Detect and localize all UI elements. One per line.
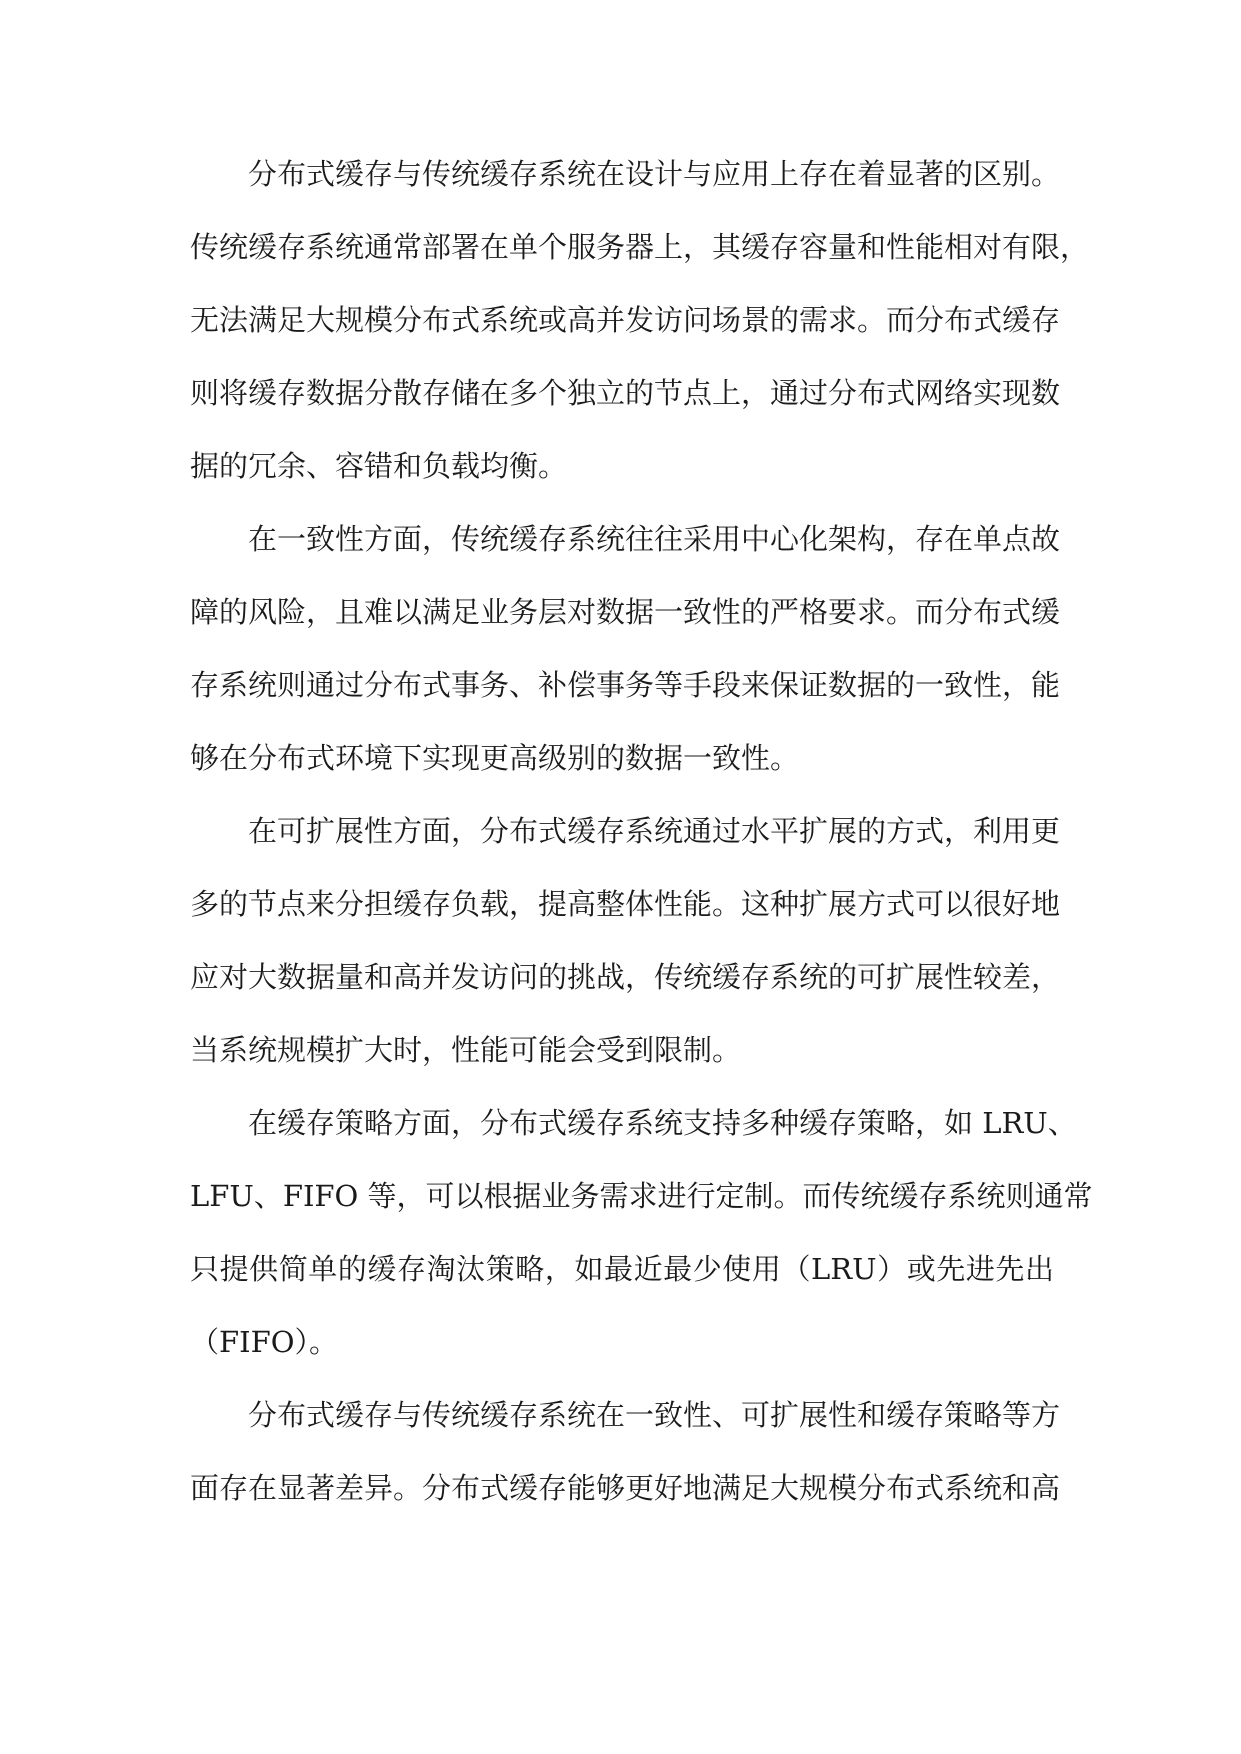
paragraph-line: 无法满足大规模分布式系统或高并发访问场景的需求。而分布式缓存	[190, 303, 1061, 337]
paragraph-line: 分布式缓存与传统缓存系统在一致性、可扩展性和缓存策略等方	[248, 1398, 1061, 1432]
paragraph-line: LFU、FIFO 等，可以根据业务需求进行定制。而传统缓存系统则通常	[190, 1179, 1093, 1213]
paragraph-4	[190, 1087, 1093, 1379]
paragraph-line: 够在分布式环境下实现更高级别的数据一致性。	[190, 741, 800, 775]
paragraph-line: 传统缓存系统通常部署在单个服务器上，其缓存容量和性能相对有限，	[190, 230, 1090, 264]
paragraph-5	[190, 1379, 1061, 1525]
paragraph-line: 当系统规模扩大时，性能可能会受到限制。	[190, 1033, 742, 1067]
paragraph-2	[190, 503, 1061, 795]
paragraph-line: 障的风险，且难以满足业务层对数据一致性的严格要求。而分布式缓	[190, 595, 1061, 629]
paragraph-line: 面存在显著差异。分布式缓存能够更好地满足大规模分布式系统和高	[190, 1471, 1061, 1505]
paragraph-line: （FIFO）。	[190, 1325, 338, 1359]
paragraph-line: 只提供简单的缓存淘汰策略，如最近最少使用（LRU）或先进先出	[190, 1252, 1054, 1286]
paragraph-line: 多的节点来分担缓存负载，提高整体性能。这种扩展方式可以很好地	[190, 887, 1061, 921]
paragraph-line: 分布式缓存与传统缓存系统在设计与应用上存在着显著的区别。	[248, 157, 1061, 191]
paragraph-line: 据的冗余、容错和负载均衡。	[190, 449, 568, 483]
paragraph-line: 则将缓存数据分散存储在多个独立的节点上，通过分布式网络实现数	[190, 376, 1061, 410]
paragraph-3	[190, 795, 1061, 1087]
paragraph-line: 在一致性方面，传统缓存系统往往采用中心化架构，存在单点故	[248, 522, 1061, 556]
paragraph-line: 应对大数据量和高并发访问的挑战，传统缓存系统的可扩展性较差，	[190, 960, 1061, 994]
document-body	[190, 138, 1093, 1525]
paragraph-line: 存系统则通过分布式事务、补偿事务等手段来保证数据的一致性，能	[190, 668, 1061, 702]
paragraph-line: 在缓存策略方面，分布式缓存系统支持多种缓存策略，如 LRU、	[248, 1106, 1077, 1140]
paragraph-line: 在可扩展性方面，分布式缓存系统通过水平扩展的方式，利用更	[248, 814, 1061, 848]
paragraph-1	[190, 138, 1090, 503]
